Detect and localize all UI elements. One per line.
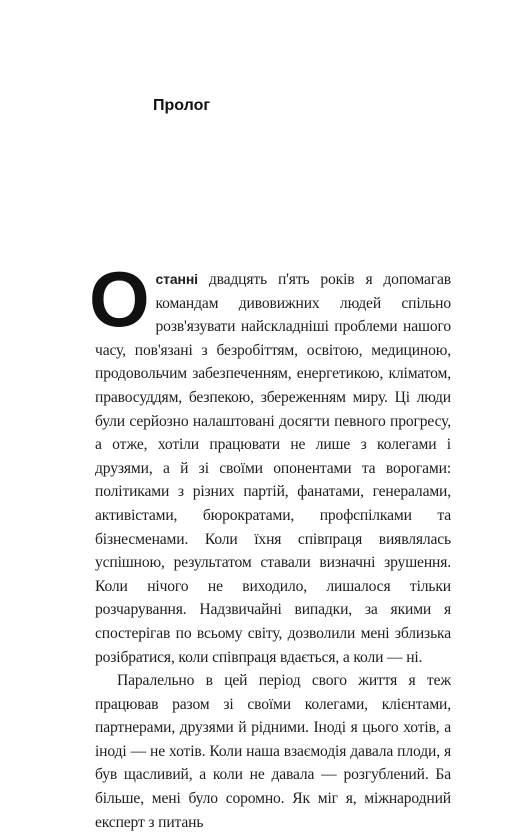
- paragraph-2-text: Паралельно в цей період свого життя я теж працював разом зі своїми колегами, клієнтами, партнерами, друзями й рідними. Іноді я цього хотів, а іноді — не хотів. Коли наша взаємодія давала плоди, я був щасливий, а коли не давала — розгублений. Ба більше, мені було соромно. Як міг я, міжнародний експерт з питань: [95, 672, 451, 831]
- paragraph-1: [89, 255, 451, 669]
- chapter-title: Пролог: [153, 97, 211, 114]
- paragraph-1-text: двадцять п'ять років я допомагав командам дивовижних людей спільно розв'язувати найскладніші проблеми нашого часу, пов'язані з безробіттям, освітою, медициною, продовольчим забезпеченням, енергетикою, кліматом, правосуддям, безпекою, збереженням миру. Ці люди були серйозно налаштовані досягти певного прогресу, а отже, хотіли працювати не лише з колегами і друзями, а й зі своїми опонентами та ворогами: політиками з різних партій, фанатами, генералами, активістами, бюрократами, профспілками та бізнесменами. Коли їхня співпраця виявлялась успішною, результатом ставали визначні зрушення. Коли нічого не виходило, лишалося тільки розчарування. Надзвичайні випадки, за якими я спостерігав по всьому світу, дозволили мені зблизька розібратися, коли співпраця вдається, а коли — ні.: [95, 271, 451, 666]
- body-text: [89, 255, 451, 834]
- paragraph-2: [95, 669, 451, 834]
- lead-word: станні: [155, 271, 198, 287]
- drop-cap: О: [89, 255, 150, 343]
